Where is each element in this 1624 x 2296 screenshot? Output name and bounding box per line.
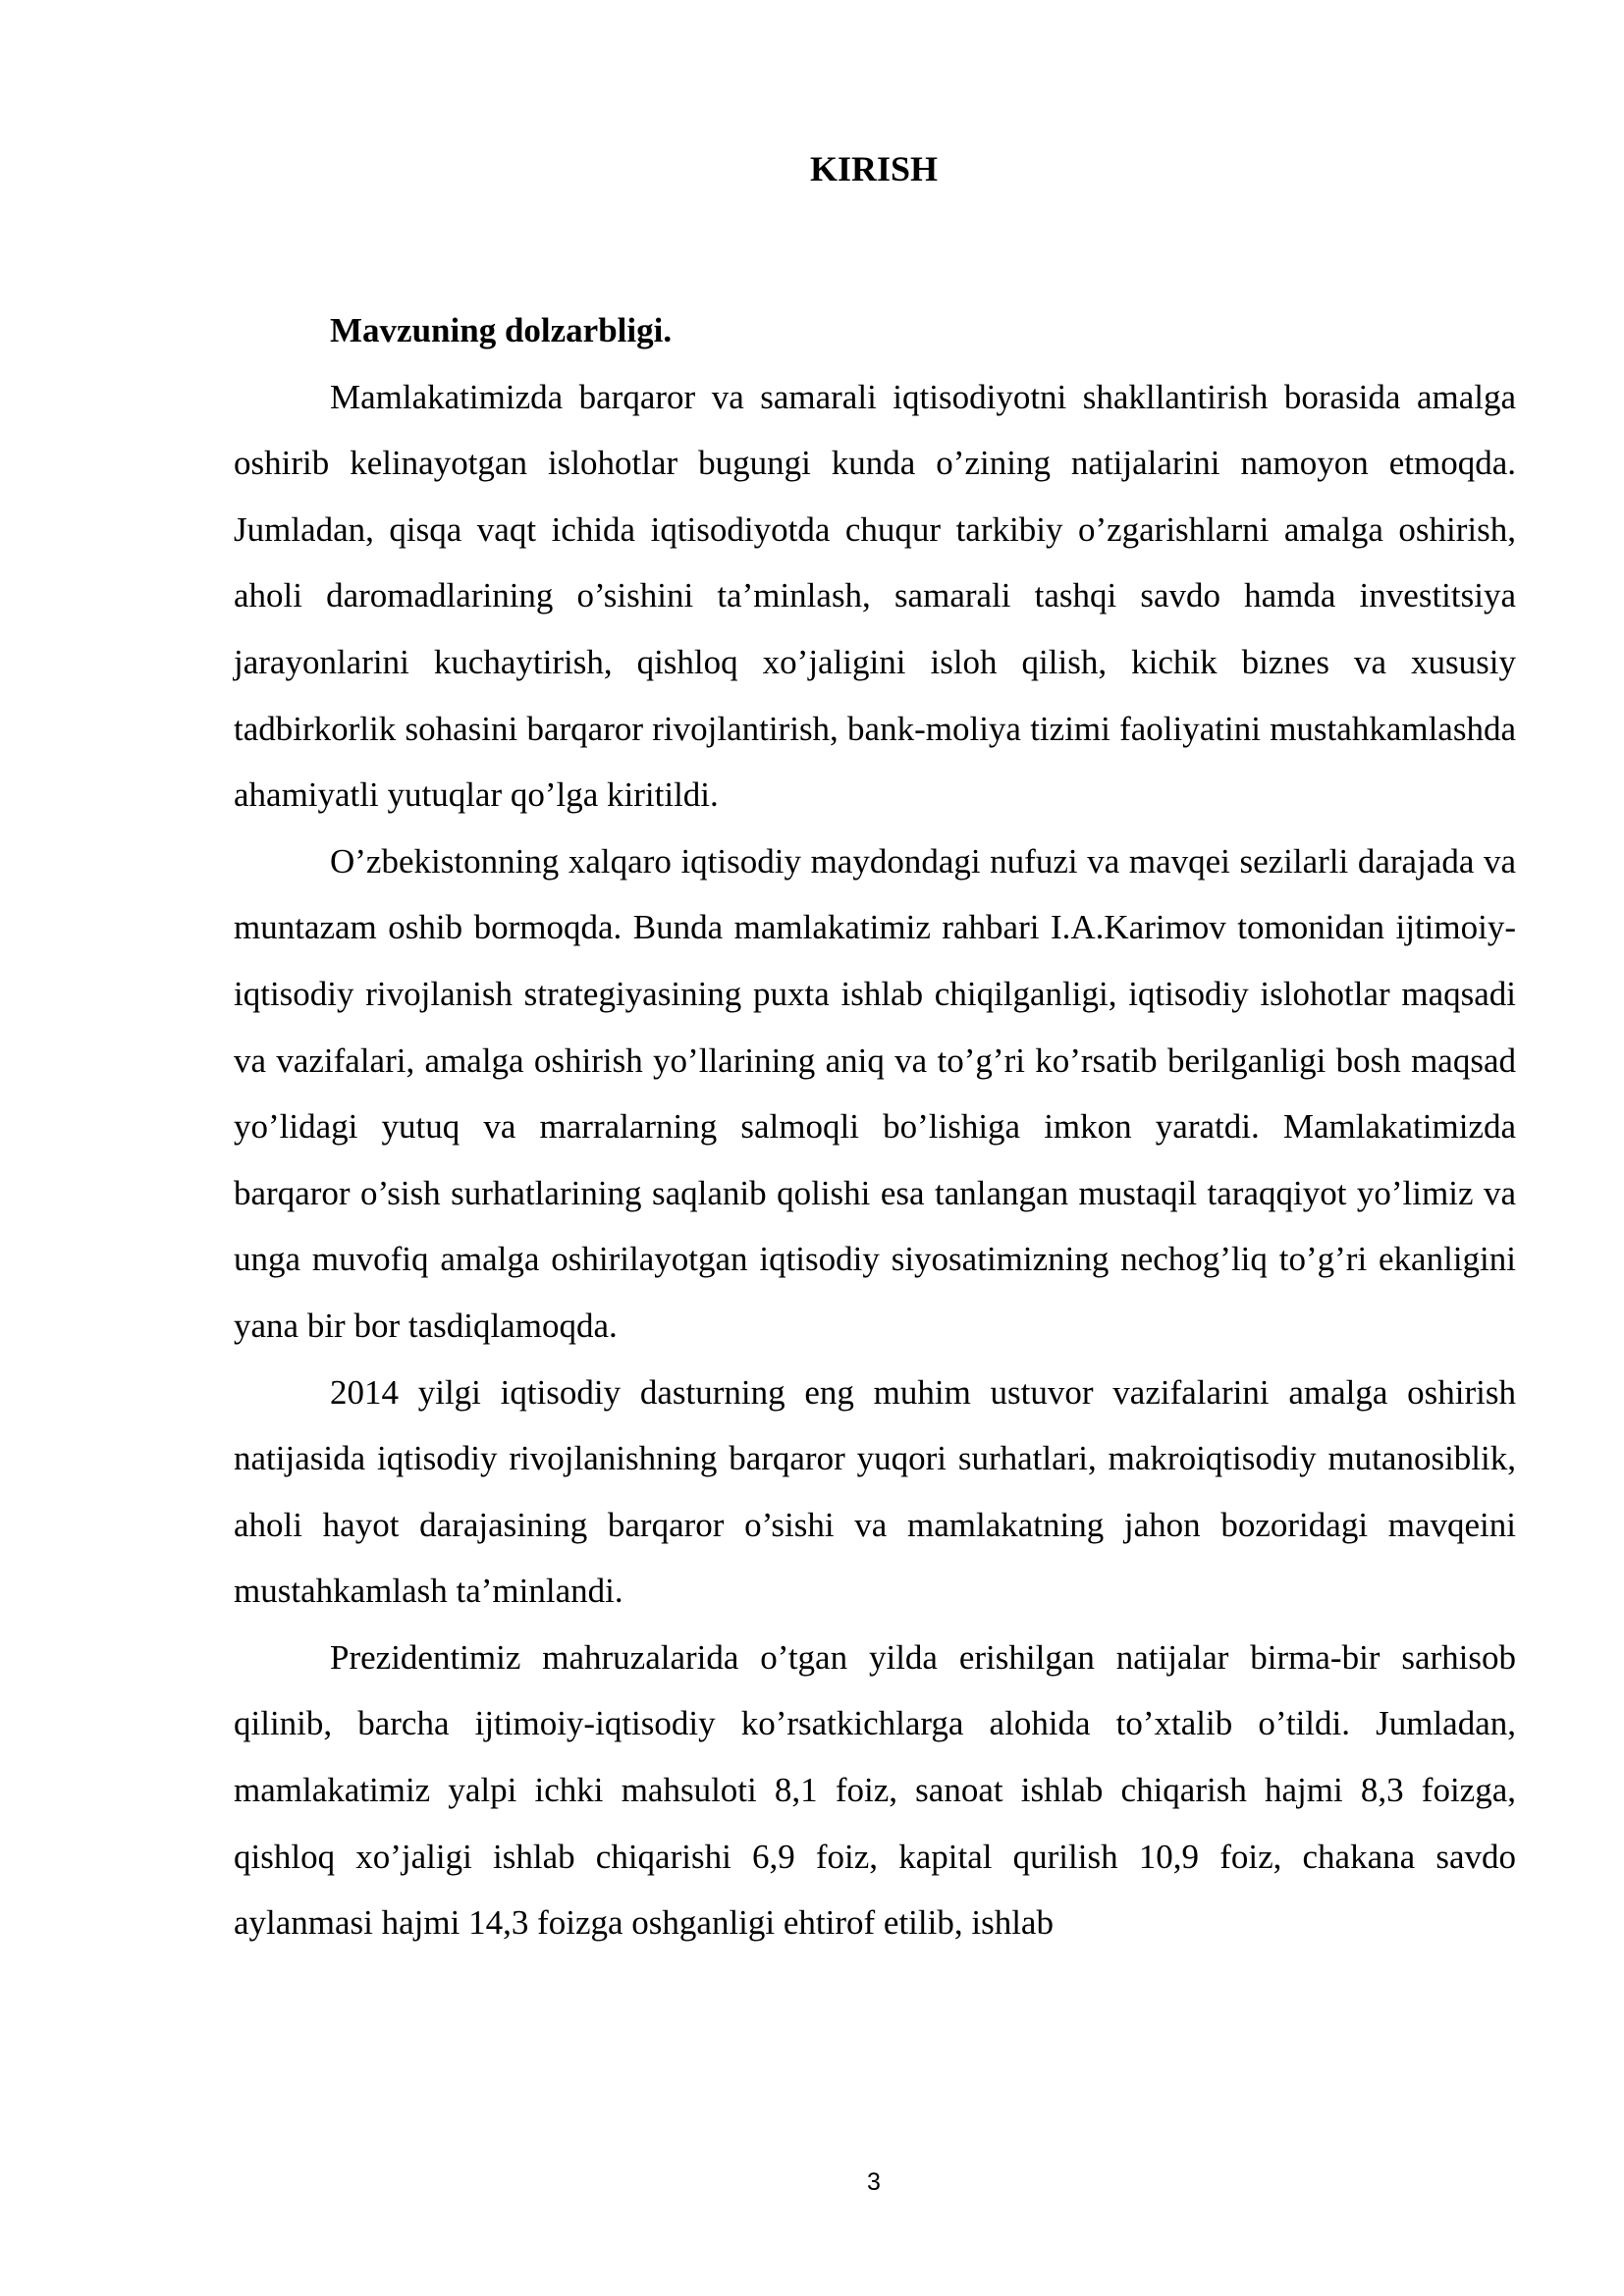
paragraph-2: O’zbekistonning xalqaro iqtisodiy maydondagi nufuzi va mavqei sezilarli darajada va muntazam oshib bormoqda. Bunda mamlakatimiz rahbari I.A.Karimov tomonidan ijtimoiy-iqtisodiy rivojlanish strategiyasining puxta ishlab chiqilganligi, iqtisodiy islohotlar maqsadi va vazifalari, amalga oshirish yo’llarining aniq va to’g’ri ko’rsatib berilganligi bosh maqsad yo’lidagi yutuq va marralarning salmoqli bo’lishiga imkon yaratdi. Mamlakatimizda barqaror o’sish surhatlarining saqlanib qolishi esa tanlangan mustaqil taraqqiyot yo’limiz va unga muvofiq amalga oshirilayotgan iqtisodiy siyosatimizning nechog’liq to’g’ri ekanligini yana bir bor tasdiqlamoqda. — [234, 841, 1516, 1345]
paragraph-4: Prezidentimiz mahruzalarida o’tgan yilda erishilgan natijalar birma-bir sarhisob qilinib, barcha ijtimoiy-iqtisodiy ko’rsatkichlarga alohida to’xtalib o’tildi. Jumladan, mamlakatimiz yalpi ichki mahsuloti 8,1 foiz, sanoat ishlab chiqarish hajmi 8,3 foizga, qishloq xo’jaligi ishlab chiqarishi 6,9 foiz, kapital qurilish 10,9 foiz, chakana savdo aylanmasi hajmi 14,3 foizga oshganligi ehtirof etilib, ishlab — [234, 1637, 1516, 1943]
document-body — [234, 297, 1516, 1956]
paragraph-3: 2014 yilgi iqtisodiy dasturning eng muhim ustuvor vazifalarini amalga oshirish natijasida iqtisodiy rivojlanishning barqaror yuqori surhatlari, makroiqtisodiy mutanosiblik, aholi hayot darajasining barqaror o’sishi va mamlakatning jahon bozoridagi mavqeini mustahkamlash ta’minlandi. — [234, 1372, 1516, 1611]
section-heading: Mavzuning dolzarbligi. — [330, 311, 673, 349]
paragraph-1: Mamlakatimizda barqaror va samarali iqtisodiyotni shakllantirish borasida amalga oshirib kelinayotgan islohotlar bugungi kunda o’zining natijalarini namoyon etmoqda. Jumladan, qisqa vaqt ichida iqtisodiyotda chuqur tarkibiy o’zgarishlarni amalga oshirish, aholi daromadlarining o’sishini ta’minlash, samarali tashqi savdo hamda investitsiya jarayonlarini kuchaytirish, qishloq xo’jaligini isloh qilish, kichik biznes va xususiy tadbirkorlik sohasini barqaror rivojlantirish, bank-moliya tizimi faoliyatini mustahkamlashda ahamiyatli yutuqlar qo’lga kiritildi. — [234, 377, 1516, 815]
page-title: KIRISH — [809, 149, 939, 188]
page-number: 3 — [867, 2168, 881, 2196]
